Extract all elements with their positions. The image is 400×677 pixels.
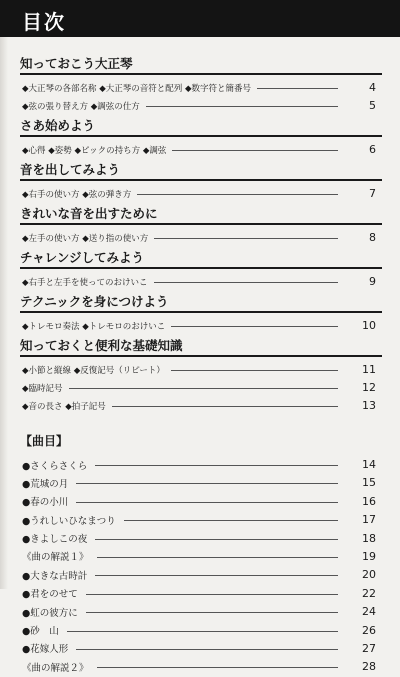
section-heading: きれいな音を出すために (20, 205, 382, 225)
leader-line (69, 388, 338, 389)
page-number: 22 (362, 586, 376, 600)
song-title: ●大きな古時計 (22, 570, 88, 582)
toc-sections (20, 55, 382, 414)
songs-list (20, 456, 382, 675)
song-row[interactable] (20, 493, 382, 510)
leader-line (67, 631, 338, 632)
leader-line (97, 667, 338, 668)
song-title: ●虹の彼方に (22, 607, 78, 619)
page-number: 26 (362, 623, 376, 637)
leader-line (171, 370, 338, 371)
page-number: 10 (362, 319, 376, 332)
song-row[interactable] (20, 658, 382, 675)
page-number: 5 (369, 99, 376, 112)
leader-line (154, 238, 338, 239)
page-number: 20 (362, 568, 376, 582)
song-title: ●花嫁人形 (22, 644, 69, 656)
toc-row[interactable] (20, 97, 382, 114)
song-row[interactable] (20, 456, 382, 473)
toc-row[interactable] (20, 141, 382, 158)
leader-line (154, 282, 338, 283)
leader-line (124, 520, 338, 521)
page-number: 15 (362, 476, 376, 490)
leader-line (172, 150, 338, 151)
song-row[interactable] (20, 585, 382, 602)
song-row[interactable] (20, 640, 382, 657)
leader-line (76, 502, 338, 503)
page-number: 6 (369, 143, 376, 156)
song-title: ●砂 山 (22, 626, 59, 638)
song-row[interactable] (20, 622, 382, 639)
songs-heading: 【曲目】 (20, 434, 69, 448)
song-title: ●春の小川 (22, 497, 69, 509)
toc-row-label: ◆小節と縦線 ◆反復記号（リピート） (22, 365, 165, 376)
page-number: 14 (362, 458, 376, 471)
toc-row[interactable] (20, 273, 382, 290)
song-title: 《曲の解説１》 (22, 552, 89, 564)
page-number: 7 (369, 187, 376, 200)
toc-row[interactable] (20, 361, 382, 378)
section-heading: テクニックを身につけよう (20, 293, 382, 313)
header-bar (0, 0, 400, 37)
page-number: 18 (362, 531, 376, 545)
toc-row-label: ◆弦の張り替え方 ◆調弦の仕方 (22, 101, 140, 112)
page-number: 4 (369, 81, 376, 94)
song-title: ●君をのせて (22, 589, 78, 601)
song-row[interactable] (20, 530, 382, 547)
song-title: ●きよしこの夜 (22, 534, 88, 546)
toc-row[interactable] (20, 379, 382, 396)
leader-line (95, 539, 338, 540)
toc-row-label: ◆トレモロ奏法 ◆トレモロのおけいこ (22, 321, 166, 332)
page-number: 27 (362, 641, 376, 655)
page-number: 17 (362, 513, 376, 527)
page-number: 13 (362, 399, 376, 412)
toc-row[interactable] (20, 79, 382, 96)
page-number: 16 (362, 494, 376, 508)
page-number: 12 (362, 381, 376, 394)
page-number: 28 (362, 660, 376, 674)
page-number: 24 (362, 605, 376, 619)
song-row[interactable] (20, 511, 382, 528)
page-number: 8 (369, 231, 376, 244)
page-number: 19 (362, 549, 376, 563)
page-number: 11 (362, 363, 376, 376)
toc-row[interactable] (20, 397, 382, 414)
toc-row-label: ◆右手と左手を使ってのおけいこ (22, 277, 148, 288)
toc-row[interactable] (20, 229, 382, 246)
leader-line (86, 612, 338, 613)
leader-line (76, 483, 338, 484)
toc-row-label: ◆大正琴の各部名称 ◆大正琴の音符と配列 ◆数字符と簡番号 (22, 83, 252, 94)
leader-line (112, 406, 338, 407)
leader-line (171, 326, 338, 327)
toc-row-label: ◆右手の使い方 ◆弦の弾き方 (22, 189, 132, 200)
song-title: ●荒城の月 (22, 478, 69, 490)
song-row[interactable] (20, 603, 382, 620)
leader-line (95, 575, 338, 576)
page-title: 目次 (22, 10, 66, 34)
section-heading: チャレンジしてみよう (20, 249, 382, 269)
leader-line (137, 194, 338, 195)
song-title: ●さくらさくら (22, 460, 88, 472)
song-title: ●うれしいひなまつり (22, 515, 116, 527)
leader-line (86, 594, 338, 595)
section-heading: 知っておくと便利な基礎知識 (20, 337, 382, 357)
page-number: 9 (369, 275, 376, 288)
song-title: 《曲の解説２》 (22, 662, 89, 674)
leader-line (257, 88, 338, 89)
section-heading: 音を出してみよう (20, 161, 382, 181)
song-row[interactable] (20, 566, 382, 583)
song-row[interactable] (20, 548, 382, 565)
leader-line (95, 465, 338, 466)
toc-row-label: ◆臨時記号 (22, 383, 63, 394)
toc-row-label: ◆音の長さ ◆拍子記号 (22, 401, 106, 412)
toc-row-label: ◆心得 ◆姿勢 ◆ピックの持ち方 ◆調弦 (22, 145, 167, 156)
leader-line (146, 106, 338, 107)
section-heading: さあ始めよう (20, 117, 382, 137)
page-fold-shadow (0, 37, 8, 589)
leader-line (76, 649, 338, 650)
toc-row[interactable] (20, 185, 382, 202)
song-row[interactable] (20, 474, 382, 491)
toc-row-label: ◆左手の使い方 ◆送り指の使い方 (22, 233, 149, 244)
toc-row[interactable] (20, 317, 382, 334)
section-heading: 知っておこう大正琴 (20, 55, 382, 75)
toc-content (20, 52, 382, 677)
leader-line (97, 557, 338, 558)
